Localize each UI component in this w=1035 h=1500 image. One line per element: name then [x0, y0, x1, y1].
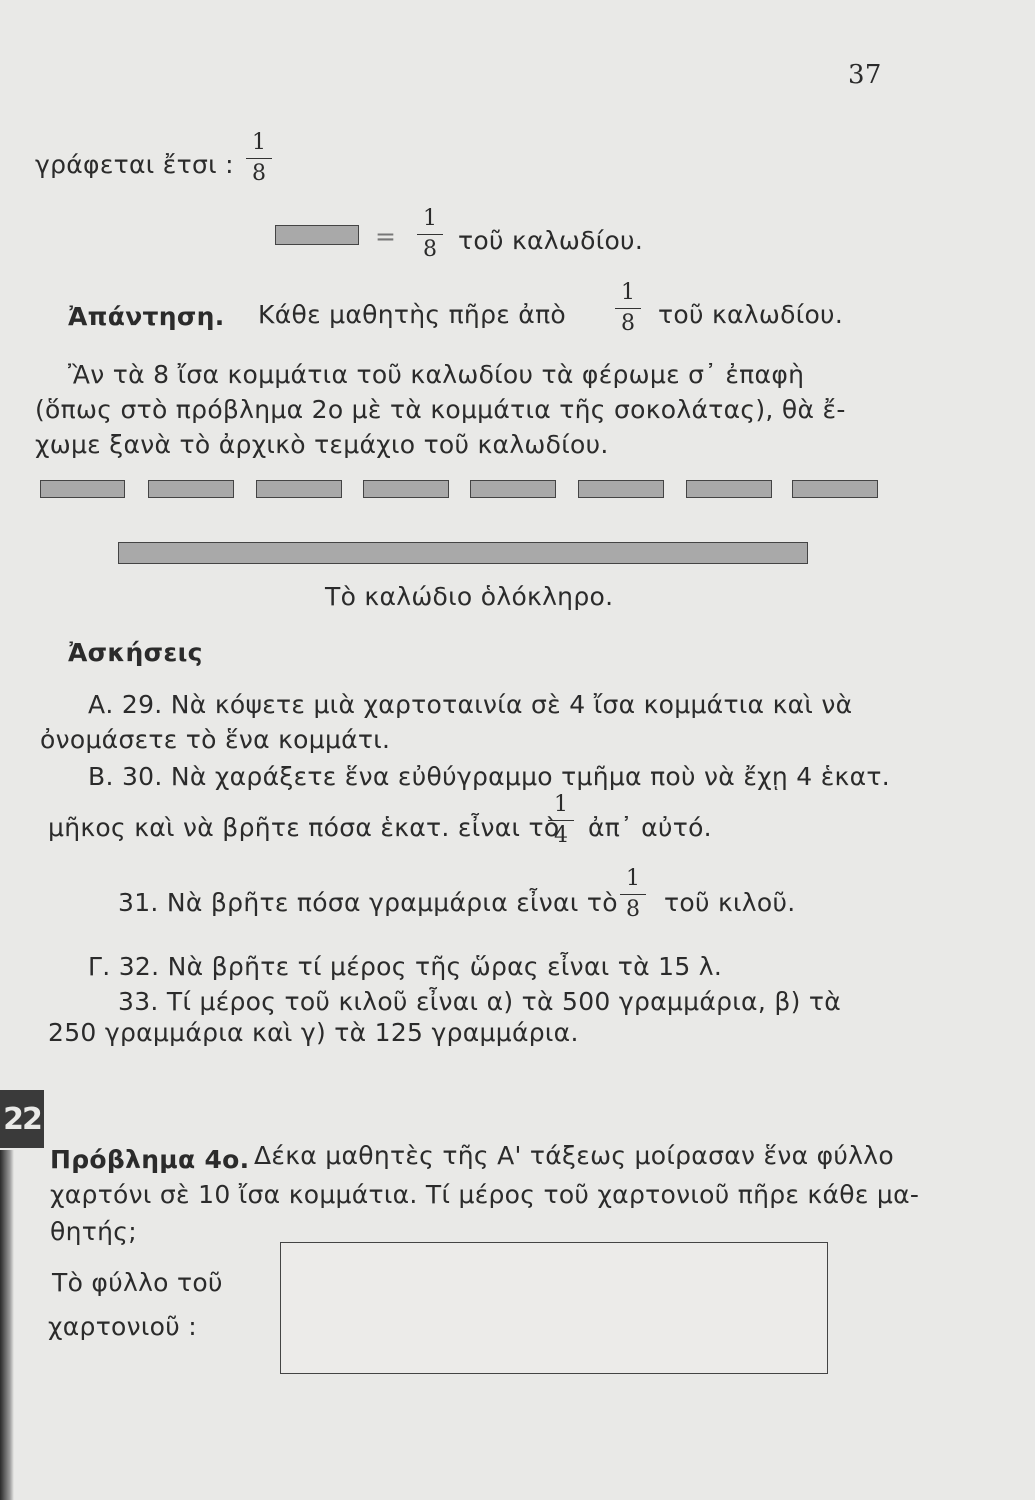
whole-cable-caption: Τὸ καλώδιο ὁλόκληρο.: [325, 582, 614, 611]
page-edge-shadow: [0, 1150, 14, 1500]
cable-piece: [256, 480, 342, 498]
answer-text: Κάθε μαθητὴς πῆρε ἀπὸ: [258, 300, 567, 329]
exercise-33-line-1: 33. Τί μέρος τοῦ κιλοῦ εἶναι α) τὰ 500 γραμμάρια, β) τὰ: [118, 987, 842, 1016]
whole-cable: [118, 542, 808, 564]
problem-label: Πρόβλημα 4ο.: [50, 1145, 250, 1174]
intro-fraction: [246, 130, 272, 187]
exercise-31: 31. Νὰ βρῆτε πόσα γραμμάρια εἶναι τὸ: [118, 888, 618, 917]
fraction-numerator: 1: [626, 866, 640, 891]
exercise-31-fraction: [620, 866, 646, 923]
exercise-30-line-1: Β. 30. Νὰ χαράξετε ἕνα εὐθύγραμμο τμῆμα ποὺ νὰ ἔχῃ 4 ἑκατ.: [88, 762, 890, 791]
cable-piece: [686, 480, 772, 498]
cable-piece: [470, 480, 556, 498]
cable-piece-sample: [275, 225, 359, 245]
cable-piece: [578, 480, 664, 498]
fraction-denominator: 8: [626, 897, 640, 922]
exercise-29-line-1: Α. 29. Νὰ κόψετε μιὰ χαρτοταινία σὲ 4 ἴσα κομμάτια καὶ νὰ: [88, 690, 853, 719]
section-marker: 22: [0, 1090, 44, 1148]
cable-piece: [40, 480, 125, 498]
piece-equation-suffix: τοῦ καλωδίου.: [458, 226, 644, 255]
fraction-bar: [620, 894, 646, 895]
exercise-30-suffix: ἀπ᾽ αὐτό.: [588, 813, 712, 842]
problem-line-1: Δέκα μαθητὲς τῆς Α' τάξεως μοίρασαν ἕνα φύλλο: [254, 1141, 894, 1170]
exercise-30-fraction: [548, 792, 574, 849]
sheet-label-line-1: Τὸ φύλλο τοῦ: [52, 1268, 223, 1297]
fraction-bar: [246, 158, 272, 159]
cable-piece: [363, 480, 449, 498]
exercise-33-line-2: 250 γραμμάρια καὶ γ) τὰ 125 γραμμάρια.: [48, 1018, 579, 1047]
exercise-31-suffix: τοῦ κιλοῦ.: [664, 888, 796, 917]
fraction-denominator: 4: [554, 823, 568, 848]
problem-line-3: θητής;: [50, 1217, 137, 1246]
fraction-numerator: 1: [423, 206, 437, 231]
sheet-label-line-2: χαρτονιοῦ :: [48, 1312, 197, 1341]
fraction-bar: [417, 234, 443, 235]
fraction-denominator: 8: [252, 161, 266, 186]
piece-fraction: [417, 206, 443, 263]
paragraph-line-2: (ὅπως στὸ πρόβλημα 2ο μὲ τὰ κομμάτια τῆς σοκολάτας), θὰ ἔ-: [35, 395, 846, 424]
page-number: 37: [848, 60, 882, 90]
fraction-denominator: 8: [621, 311, 635, 336]
answer-label: Ἀπάντηση.: [68, 302, 225, 331]
fraction-bar: [615, 308, 641, 309]
exercises-heading: Ἀσκήσεις: [68, 638, 203, 667]
fraction-denominator: 8: [423, 237, 437, 262]
paragraph-line-3: χωμε ξανὰ τὸ ἀρχικὸ τεμάχιο τοῦ καλωδίου.: [35, 430, 609, 459]
exercise-29-line-2: ὀνομάσετε τὸ ἕνα κομμάτι.: [40, 725, 391, 754]
cardboard-sheet-rectangle: [280, 1242, 828, 1374]
exercise-32: Γ. 32. Νὰ βρῆτε τί μέρος τῆς ὥρας εἶναι τὰ 15 λ.: [88, 952, 723, 981]
problem-line-2: χαρτόνι σὲ 10 ἴσα κομμάτια. Τί μέρος τοῦ χαρτονιοῦ πῆρε κάθε μα-: [50, 1180, 920, 1209]
cable-piece: [792, 480, 878, 498]
equals-sign: =: [375, 222, 397, 251]
answer-fraction: [615, 280, 641, 337]
paragraph-line-1: Ἂν τὰ 8 ἴσα κομμάτια τοῦ καλωδίου τὰ φέρωμε σ᾽ ἐπαφὴ: [68, 360, 805, 389]
fraction-bar: [548, 820, 574, 821]
fraction-numerator: 1: [621, 280, 635, 305]
fraction-numerator: 1: [252, 130, 266, 155]
exercise-30-line-2: μῆκος καὶ νὰ βρῆτε πόσα ἑκατ. εἶναι τὸ: [48, 813, 560, 842]
intro-text: γράφεται ἔτσι :: [35, 150, 234, 179]
fraction-numerator: 1: [554, 792, 568, 817]
answer-suffix: τοῦ καλωδίου.: [658, 300, 844, 329]
cable-piece: [148, 480, 234, 498]
